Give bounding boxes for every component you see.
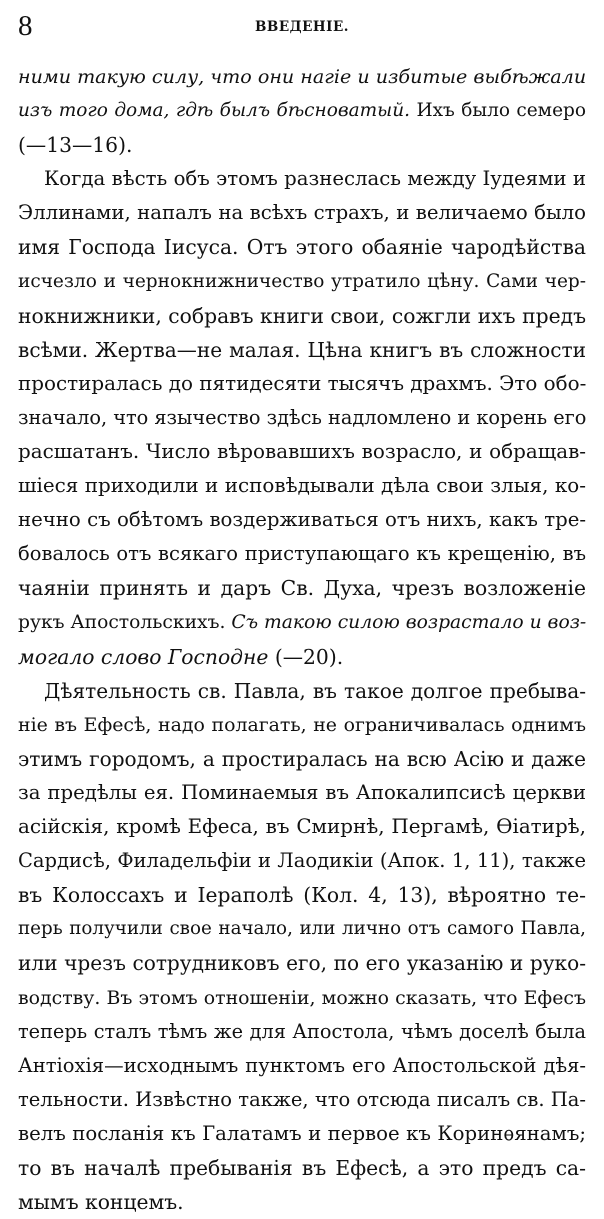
text-line [18,230,586,264]
text-segment: велъ посланія къ Галатамъ и первое къ Коринѳянамъ; [18,1121,586,1145]
text-line [18,1049,586,1083]
text-line [18,981,586,1015]
text-line [18,912,586,946]
text-line [18,844,586,878]
text-segment: водству. Въ этомъ отношеніи, можно сказать, что Ефесъ [18,986,586,1009]
italic-text-segment: Съ такою силою возрастало и воз- [231,611,586,633]
text-line [18,401,586,435]
text-segment: Эллинами, напалъ на всѣхъ страхъ, и величаемо было [18,201,586,225]
text-line [18,1185,586,1219]
text-segment: мымъ концемъ. [18,1190,184,1215]
body-text [18,60,586,1219]
text-segment: тельности. Извѣстно также, что отсюда писалъ св. Па- [18,1087,586,1111]
text-segment: нокнижники, собравъ книги свои, сожгли ихъ предъ [18,303,586,328]
text-line [18,1083,586,1117]
text-line [18,674,586,708]
text-line [18,810,586,844]
text-line [18,1015,586,1049]
text-line [18,708,586,742]
italic-text-segment: ними такую силу, что они нагіе и избитые выбѣжали [18,65,586,88]
text-segment: рукъ Апостольскихъ. [18,611,232,633]
text-line [18,606,586,640]
text-line [18,162,586,196]
text-line [18,946,586,980]
text-segment: или чрезъ сотрудниковъ его, по его указанію и руко- [18,951,586,976]
page-number: 8 [18,10,33,42]
text-segment: Сардисѣ, Филадельфіи и Лаодикіи (Апок. 1, 11), также [18,849,586,873]
text-segment: асійскія, кромѣ Ефеса, въ Смирнѣ, Пергамѣ, Ѳіатирѣ, [18,815,586,839]
text-segment: Ихъ было семеро [410,100,586,122]
running-head: ВВЕДЕНІЕ. [255,19,349,35]
italic-text-segment: могало слово Господне [18,644,269,669]
text-line [18,265,586,299]
text-segment: этимъ городомъ, а простиралась на всю Асію и даже [18,746,586,771]
text-line [18,503,586,537]
text-segment: расшатанъ. Число вѣровавшихъ возрасло, и обращав- [18,440,586,464]
text-line [18,128,586,162]
text-line [18,742,586,776]
text-segment: теперь сталъ тѣмъ же для Апостола, чѣмъ доселѣ была [18,1019,586,1043]
italic-text-segment: изъ того дома, гдѣ былъ бѣсноватый. [18,100,411,122]
text-line [18,640,586,674]
text-segment: (—20). [268,644,344,669]
text-segment: шіеся приходили и исповѣдывали дѣла свои злыя, ко- [18,474,586,498]
text-segment: Дѣятельность св. Павла, въ такое долгое пребыва- [44,678,586,703]
text-segment: исчезло и чернокнижничество утратило цѣну. Сами чер- [18,270,586,292]
text-segment: нечно съ обѣтомъ воздерживаться отъ нихъ, какъ тре- [18,508,586,532]
text-line [18,571,586,605]
text-segment: за предѣлы ея. Поминаемыя въ Апокалипсисѣ церкви [18,780,586,804]
text-segment: бовалось отъ всякаго приступающаго къ крещенію, въ [18,542,586,566]
text-segment: (—13—16). [18,133,133,158]
text-line [18,333,586,367]
page-header [0,8,604,48]
text-segment: то въ началѣ пребыванія въ Ефесѣ, а это предъ са- [18,1156,586,1180]
text-segment: Когда вѣсть объ этомъ разнеслась между Іудеями и [44,167,586,191]
text-line [18,94,586,128]
text-line [18,878,586,912]
text-segment: имя Господа Іисуса. Отъ этого обаяніе чародѣйства [18,235,586,260]
text-segment: Антіохія—исходнымъ пунктомъ его Апостольской дѣя- [18,1053,586,1077]
text-line [18,435,586,469]
text-segment: въ Колоссахъ и Іераполѣ (Кол. 4, 13), вѣроятно те- [18,883,586,908]
text-segment: ніе въ Ефесѣ, надо полагать, не ограничивалась однимъ [18,713,586,736]
text-segment: всѣми. Жертва—не малая. Цѣна книгъ въ сложности [18,337,586,362]
text-line [18,367,586,401]
text-line [18,469,586,503]
text-segment: чаяніи принять и даръ Св. Духа, чрезъ возложеніе [18,576,586,601]
text-segment: перь получили свое начало, или лично отъ самого Павла, [18,918,586,940]
text-line [18,299,586,333]
text-line [18,196,586,230]
text-line [18,776,586,810]
text-line [18,1151,586,1185]
text-line [18,1117,586,1151]
text-line [18,60,586,94]
text-line [18,537,586,571]
text-segment: простиралась до пятидесяти тысячъ драхмъ. Это обо- [18,371,586,395]
text-segment: значало, что язычество здѣсь надломлено и корень его [18,405,586,429]
